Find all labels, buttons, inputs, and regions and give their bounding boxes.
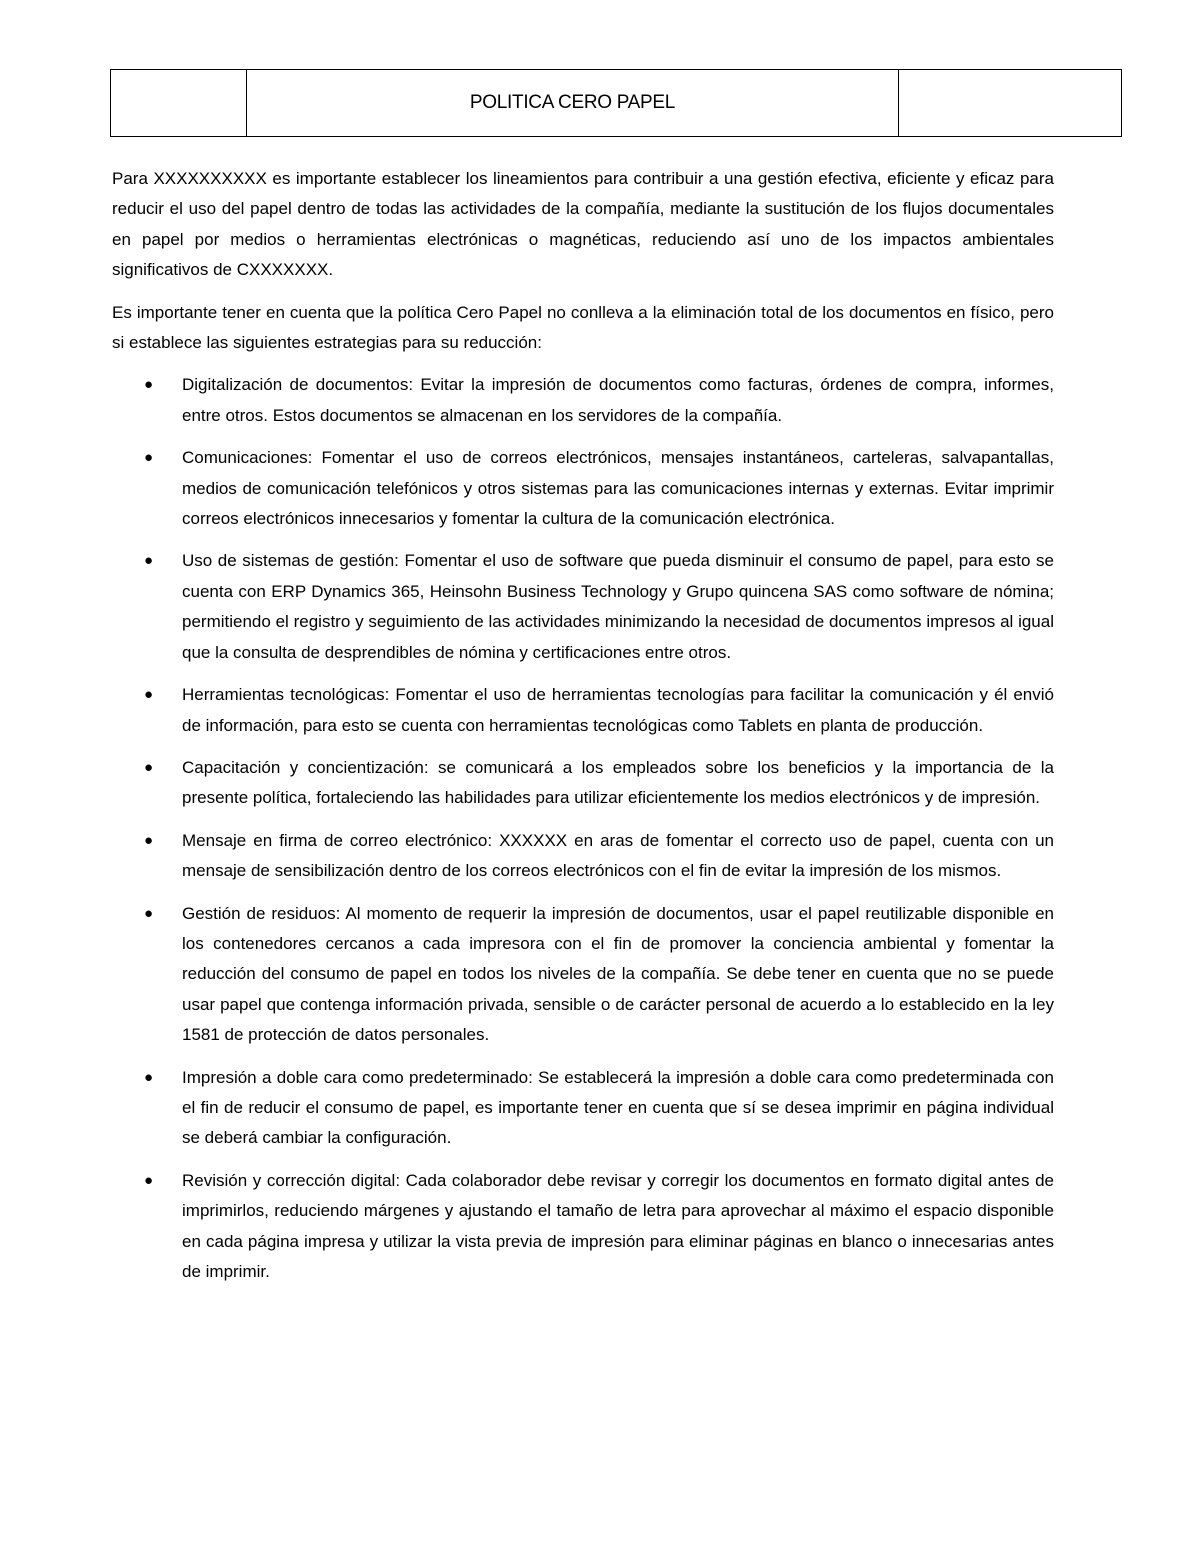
list-item-text: Comunicaciones: Fomentar el uso de correos electrónicos, mensajes instantáneos, carteleras, salvapantallas, medios de comunicación telefónicos y otros sistemas para las comunicaciones internas y externas. Evitar imprimir correos electrónicos innecesarios y fomentar la cultura de la comunicación electrónica. xyxy=(182,448,1054,529)
bullet-icon: ● xyxy=(144,831,154,849)
header-code-cell xyxy=(899,70,1122,137)
list-item-capacitacion xyxy=(112,753,1054,814)
list-item-text: Digitalización de documentos: Evitar la impresión de documentos como facturas, órdenes de compra, informes, entre otros. Estos documentos se almacenan en los servidores de la compañía. xyxy=(182,375,1054,425)
bullet-icon: ● xyxy=(144,449,154,467)
list-item-text: Herramientas tecnológicas: Fomentar el uso de herramientas tecnologías para facilitar la comunicación y él envió de información, para esto se cuenta con herramientas tecnológicas como Tablets en planta de producción. xyxy=(182,685,1054,735)
bullet-icon: ● xyxy=(144,1171,154,1189)
intro-paragraph-1: Para XXXXXXXXXX es importante establecer los lineamientos para contribuir a una gestión efectiva, eficiente y eficaz para reducir el uso del papel dentro de todas las actividades de la compañía, mediante la sustitución de los flujos documentales en papel por medios o herramientas electrónicas o magnéticas, reduciendo así uno de los impactos ambientales significativos de CXXXXXXX. xyxy=(112,169,1054,280)
list-item-sistemas-gestion xyxy=(112,546,1054,668)
bullet-icon: ● xyxy=(144,904,154,922)
document-title: POLITICA CERO PAPEL xyxy=(247,70,899,137)
bullet-icon: ● xyxy=(144,552,154,570)
list-item-herramientas xyxy=(112,680,1054,741)
list-item-digitalizacion xyxy=(112,370,1054,431)
strategies-list xyxy=(112,370,1054,1287)
bullet-icon: ● xyxy=(144,758,154,776)
bullet-icon: ● xyxy=(144,686,154,704)
list-item-text: Uso de sistemas de gestión: Fomentar el uso de software que pueda disminuir el consumo de papel, para esto se cuenta con ERP Dynamics 365, Heinsohn Business Technology y Grupo quincena SAS como software de nómina; permitiendo el registro y seguimiento de las actividades minimizando la necesidad de documentos impresos al igual que la consulta de desprendibles de nómina y certificaciones entre otros. xyxy=(182,551,1054,662)
list-item-text: Mensaje en firma de correo electrónico: XXXXXX en aras de fomentar el correcto uso de papel, cuenta con un mensaje de sensibilización dentro de los correos electrónicos con el fin de evitar la impresión de los mismos. xyxy=(182,830,1054,881)
list-item-text: Revisión y corrección digital: Cada colaborador debe revisar y corregir los documentos en formato digital antes de imprimirlos, reduciendo márgenes y ajustando el tamaño de letra para aprovechar al máximo el espacio disponible en cada página impresa y utilizar la vista previa de impresión para eliminar páginas en blanco o innecesarias antes de imprimir. xyxy=(182,1170,1054,1281)
bullet-icon: ● xyxy=(144,376,154,394)
list-item-text: Impresión a doble cara como predeterminado: Se establecerá la impresión a doble cara como predeterminada con el fin de reducir el consumo de papel, es importante tener en cuenta que sí se desea imprimir en página individual se deberá cambiar la configuración. xyxy=(182,1067,1054,1148)
list-item-residuos xyxy=(112,899,1054,1051)
bullet-icon: ● xyxy=(144,1068,154,1086)
list-item-doble-cara xyxy=(112,1063,1054,1154)
list-item-mensaje-firma xyxy=(112,826,1054,887)
header-table xyxy=(110,69,1122,137)
list-item-text: Gestión de residuos: Al momento de requerir la impresión de documentos, usar el papel reutilizable disponible en los contenedores cercanos a cada impresora con el fin de promover la conciencia ambiental y fomentar la reducción del consumo de papel en todos los niveles de la compañía. Se debe tener en cuenta que no se puede usar papel que contenga información privada, sensible o de carácter personal de acuerdo a lo establecido en la ley 1581 de protección de datos personales. xyxy=(182,903,1054,1045)
header-logo-cell xyxy=(111,70,247,137)
list-item-revision-digital xyxy=(112,1166,1054,1288)
intro-paragraph-2: Es importante tener en cuenta que la política Cero Papel no conlleva a la eliminación total de los documentos en físico, pero si establece las siguientes estrategias para su reducción: xyxy=(112,302,1054,353)
header-row xyxy=(111,70,1122,137)
document-body xyxy=(112,164,1054,1299)
list-item-text: Capacitación y concientización: se comunicará a los empleados sobre los beneficios y la importancia de la presente política, fortaleciendo las habilidades para utilizar eficientemente los medios electrónicos y de impresión. xyxy=(182,757,1054,808)
list-item-comunicaciones xyxy=(112,443,1054,534)
